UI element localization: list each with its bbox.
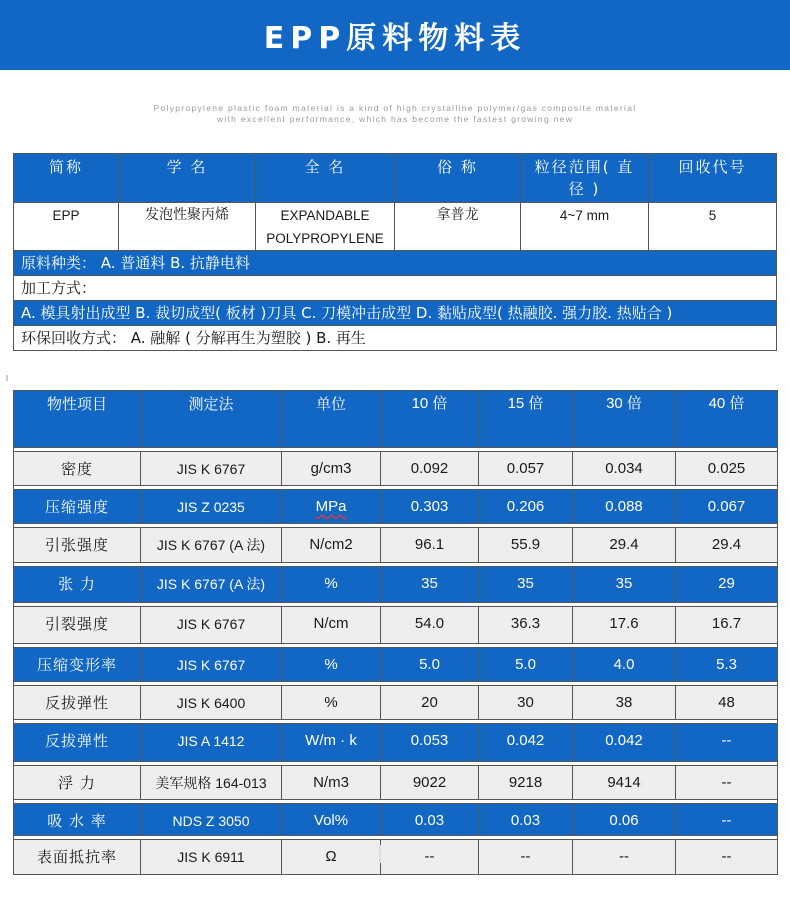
value-40x: 48 (676, 686, 778, 720)
value-30x: 17.6 (573, 607, 676, 644)
material-info-table (13, 153, 777, 351)
value-10x: 5.0 (381, 648, 479, 682)
test-method: JIS K 6767 (A 法) (141, 567, 282, 603)
test-method: JIS Z 0235 (141, 490, 282, 524)
property-row (14, 686, 778, 720)
value-40x: 29.4 (676, 528, 778, 563)
value-10x: -- (381, 840, 479, 875)
value-15x: 30 (479, 686, 573, 720)
recycle-methods: 环保回收方式： A. 融解 ( 分解再生为塑胶 ) B. 再生 (14, 326, 777, 351)
header-particle-size (521, 154, 649, 203)
material-types-row (14, 251, 777, 276)
unit: % (282, 648, 381, 682)
value-15x: 0.206 (479, 490, 573, 524)
value-40x: 16.7 (676, 607, 778, 644)
info-header-row (14, 154, 777, 203)
value-10x: 96.1 (381, 528, 479, 563)
property-name: 张 力 (14, 567, 141, 603)
test-method: JIS K 6767 (141, 607, 282, 644)
value-scientific-name: 发泡性聚丙烯 (119, 203, 256, 251)
unit: Ω (282, 840, 381, 875)
unit-text: MPa (315, 498, 347, 515)
unit: g/cm3 (282, 452, 381, 486)
unit: N/cm2 (282, 528, 381, 563)
value-10x: 0.092 (381, 452, 479, 486)
value-40x: -- (676, 724, 778, 762)
value-30x: 9414 (573, 766, 676, 800)
physical-properties-table (13, 390, 778, 875)
property-name: 引裂强度 (14, 607, 141, 644)
value-full-name-line1: EXPANDABLE (280, 208, 370, 223)
test-method: JIS K 6767 (141, 648, 282, 682)
header-scientific-name: 学 名 (119, 154, 256, 203)
property-name: 吸 水 率 (14, 804, 141, 836)
header-40x: 40 倍 (676, 391, 778, 448)
value-30x: -- (573, 840, 676, 875)
unit: N/cm (282, 607, 381, 644)
property-row (14, 567, 778, 603)
value-10x: 35 (381, 567, 479, 603)
subtitle-line-1: Polypropylene plastic foam material is a kind of high crystalline polymer/gas composite material (153, 103, 637, 113)
value-30x: 35 (573, 567, 676, 603)
value-15x: 9218 (479, 766, 573, 800)
value-10x: 0.053 (381, 724, 479, 762)
property-row (14, 607, 778, 644)
property-name: 压缩强度 (14, 490, 141, 524)
unit: Vol% (282, 804, 381, 836)
header-common-name: 俗 称 (395, 154, 521, 203)
process-methods-row (14, 301, 777, 326)
info-value-row (14, 203, 777, 251)
value-15x: 35 (479, 567, 573, 603)
process-label: 加工方式： (14, 276, 777, 301)
property-name: 表面抵抗率 (14, 840, 141, 875)
header-full-name: 全 名 (256, 154, 395, 203)
process-methods: A. 模具射出成型 B. 裁切成型( 板材 )刀具 C. 刀模冲击成型 D. 黏贴成型( 热融胶. 强力胶. 热贴合 ) (14, 301, 777, 326)
header-recycle-code: 回收代号 (649, 154, 777, 203)
property-row (14, 804, 778, 836)
property-name: 反拔弹性 (14, 686, 141, 720)
property-name: 引张强度 (14, 528, 141, 563)
value-30x: 0.088 (573, 490, 676, 524)
property-row (14, 766, 778, 800)
unit: N/m3 (282, 766, 381, 800)
property-name: 反拔弹性 (14, 724, 141, 762)
unit: W/m · k (282, 724, 381, 762)
value-10x: 0.03 (381, 804, 479, 836)
subtitle-line-2: with excellent performance, which has become the fastest growing new (216, 114, 574, 124)
value-40x: 5.3 (676, 648, 778, 682)
divider-mark (6, 375, 8, 381)
value-full-name (256, 203, 395, 251)
value-15x: 55.9 (479, 528, 573, 563)
property-row (14, 840, 778, 875)
value-30x: 4.0 (573, 648, 676, 682)
property-row (14, 724, 778, 762)
value-15x: 0.057 (479, 452, 573, 486)
property-row (14, 648, 778, 682)
value-40x: 0.067 (676, 490, 778, 524)
value-40x: -- (676, 840, 778, 875)
header-unit: 单位 (282, 391, 381, 448)
value-30x: 0.06 (573, 804, 676, 836)
property-name: 压缩变形率 (14, 648, 141, 682)
material-types: 原料种类： A. 普通料 B. 抗静电料 (14, 251, 777, 276)
test-method: JIS K 6911 (141, 840, 282, 875)
header-abbr: 简称 (14, 154, 119, 203)
props-header-row (14, 391, 778, 448)
value-full-name-line2: POLYPROPYLENE (266, 231, 384, 246)
value-30x: 38 (573, 686, 676, 720)
test-method: 美军规格 164-013 (141, 766, 282, 800)
header-15x: 15 倍 (479, 391, 573, 448)
header-10x: 10 倍 (381, 391, 479, 448)
value-40x: -- (676, 804, 778, 836)
value-15x: 36.3 (479, 607, 573, 644)
value-15x: 0.03 (479, 804, 573, 836)
unit: % (282, 686, 381, 720)
property-row (14, 528, 778, 563)
unit: % (282, 567, 381, 603)
value-10x: 0.303 (381, 490, 479, 524)
property-row (14, 490, 778, 524)
value-30x: 29.4 (573, 528, 676, 563)
column-divider (379, 845, 381, 863)
page-title: EPP原料物料表 (263, 21, 527, 56)
test-method: JIS K 6767 (141, 452, 282, 486)
value-recycle-code: 5 (649, 203, 777, 251)
recycle-row (14, 326, 777, 351)
value-10x: 20 (381, 686, 479, 720)
header-method: 测定法 (141, 391, 282, 448)
unit (282, 490, 381, 524)
test-method: JIS K 6400 (141, 686, 282, 720)
english-subtitle (0, 103, 790, 125)
value-40x: 29 (676, 567, 778, 603)
header-particle-size-line1: 粒径范围( 直 (534, 158, 635, 176)
value-15x: 0.042 (479, 724, 573, 762)
property-row (14, 452, 778, 486)
test-method: NDS Z 3050 (141, 804, 282, 836)
property-name: 密度 (14, 452, 141, 486)
value-15x: -- (479, 840, 573, 875)
process-label-row (14, 276, 777, 301)
value-10x: 54.0 (381, 607, 479, 644)
test-method: JIS A 1412 (141, 724, 282, 762)
value-abbr: EPP (14, 203, 119, 251)
header-particle-size-line2: 径 ) (568, 180, 601, 198)
header-banner (0, 0, 790, 70)
test-method: JIS K 6767 (A 法) (141, 528, 282, 563)
value-40x: 0.025 (676, 452, 778, 486)
value-10x: 9022 (381, 766, 479, 800)
value-40x: -- (676, 766, 778, 800)
value-30x: 0.042 (573, 724, 676, 762)
value-common-name: 拿普龙 (395, 203, 521, 251)
value-15x: 5.0 (479, 648, 573, 682)
value-30x: 0.034 (573, 452, 676, 486)
header-property: 物性项目 (14, 391, 141, 448)
header-30x: 30 倍 (573, 391, 676, 448)
property-name: 浮 力 (14, 766, 141, 800)
value-particle-size: 4~7 mm (521, 203, 649, 251)
